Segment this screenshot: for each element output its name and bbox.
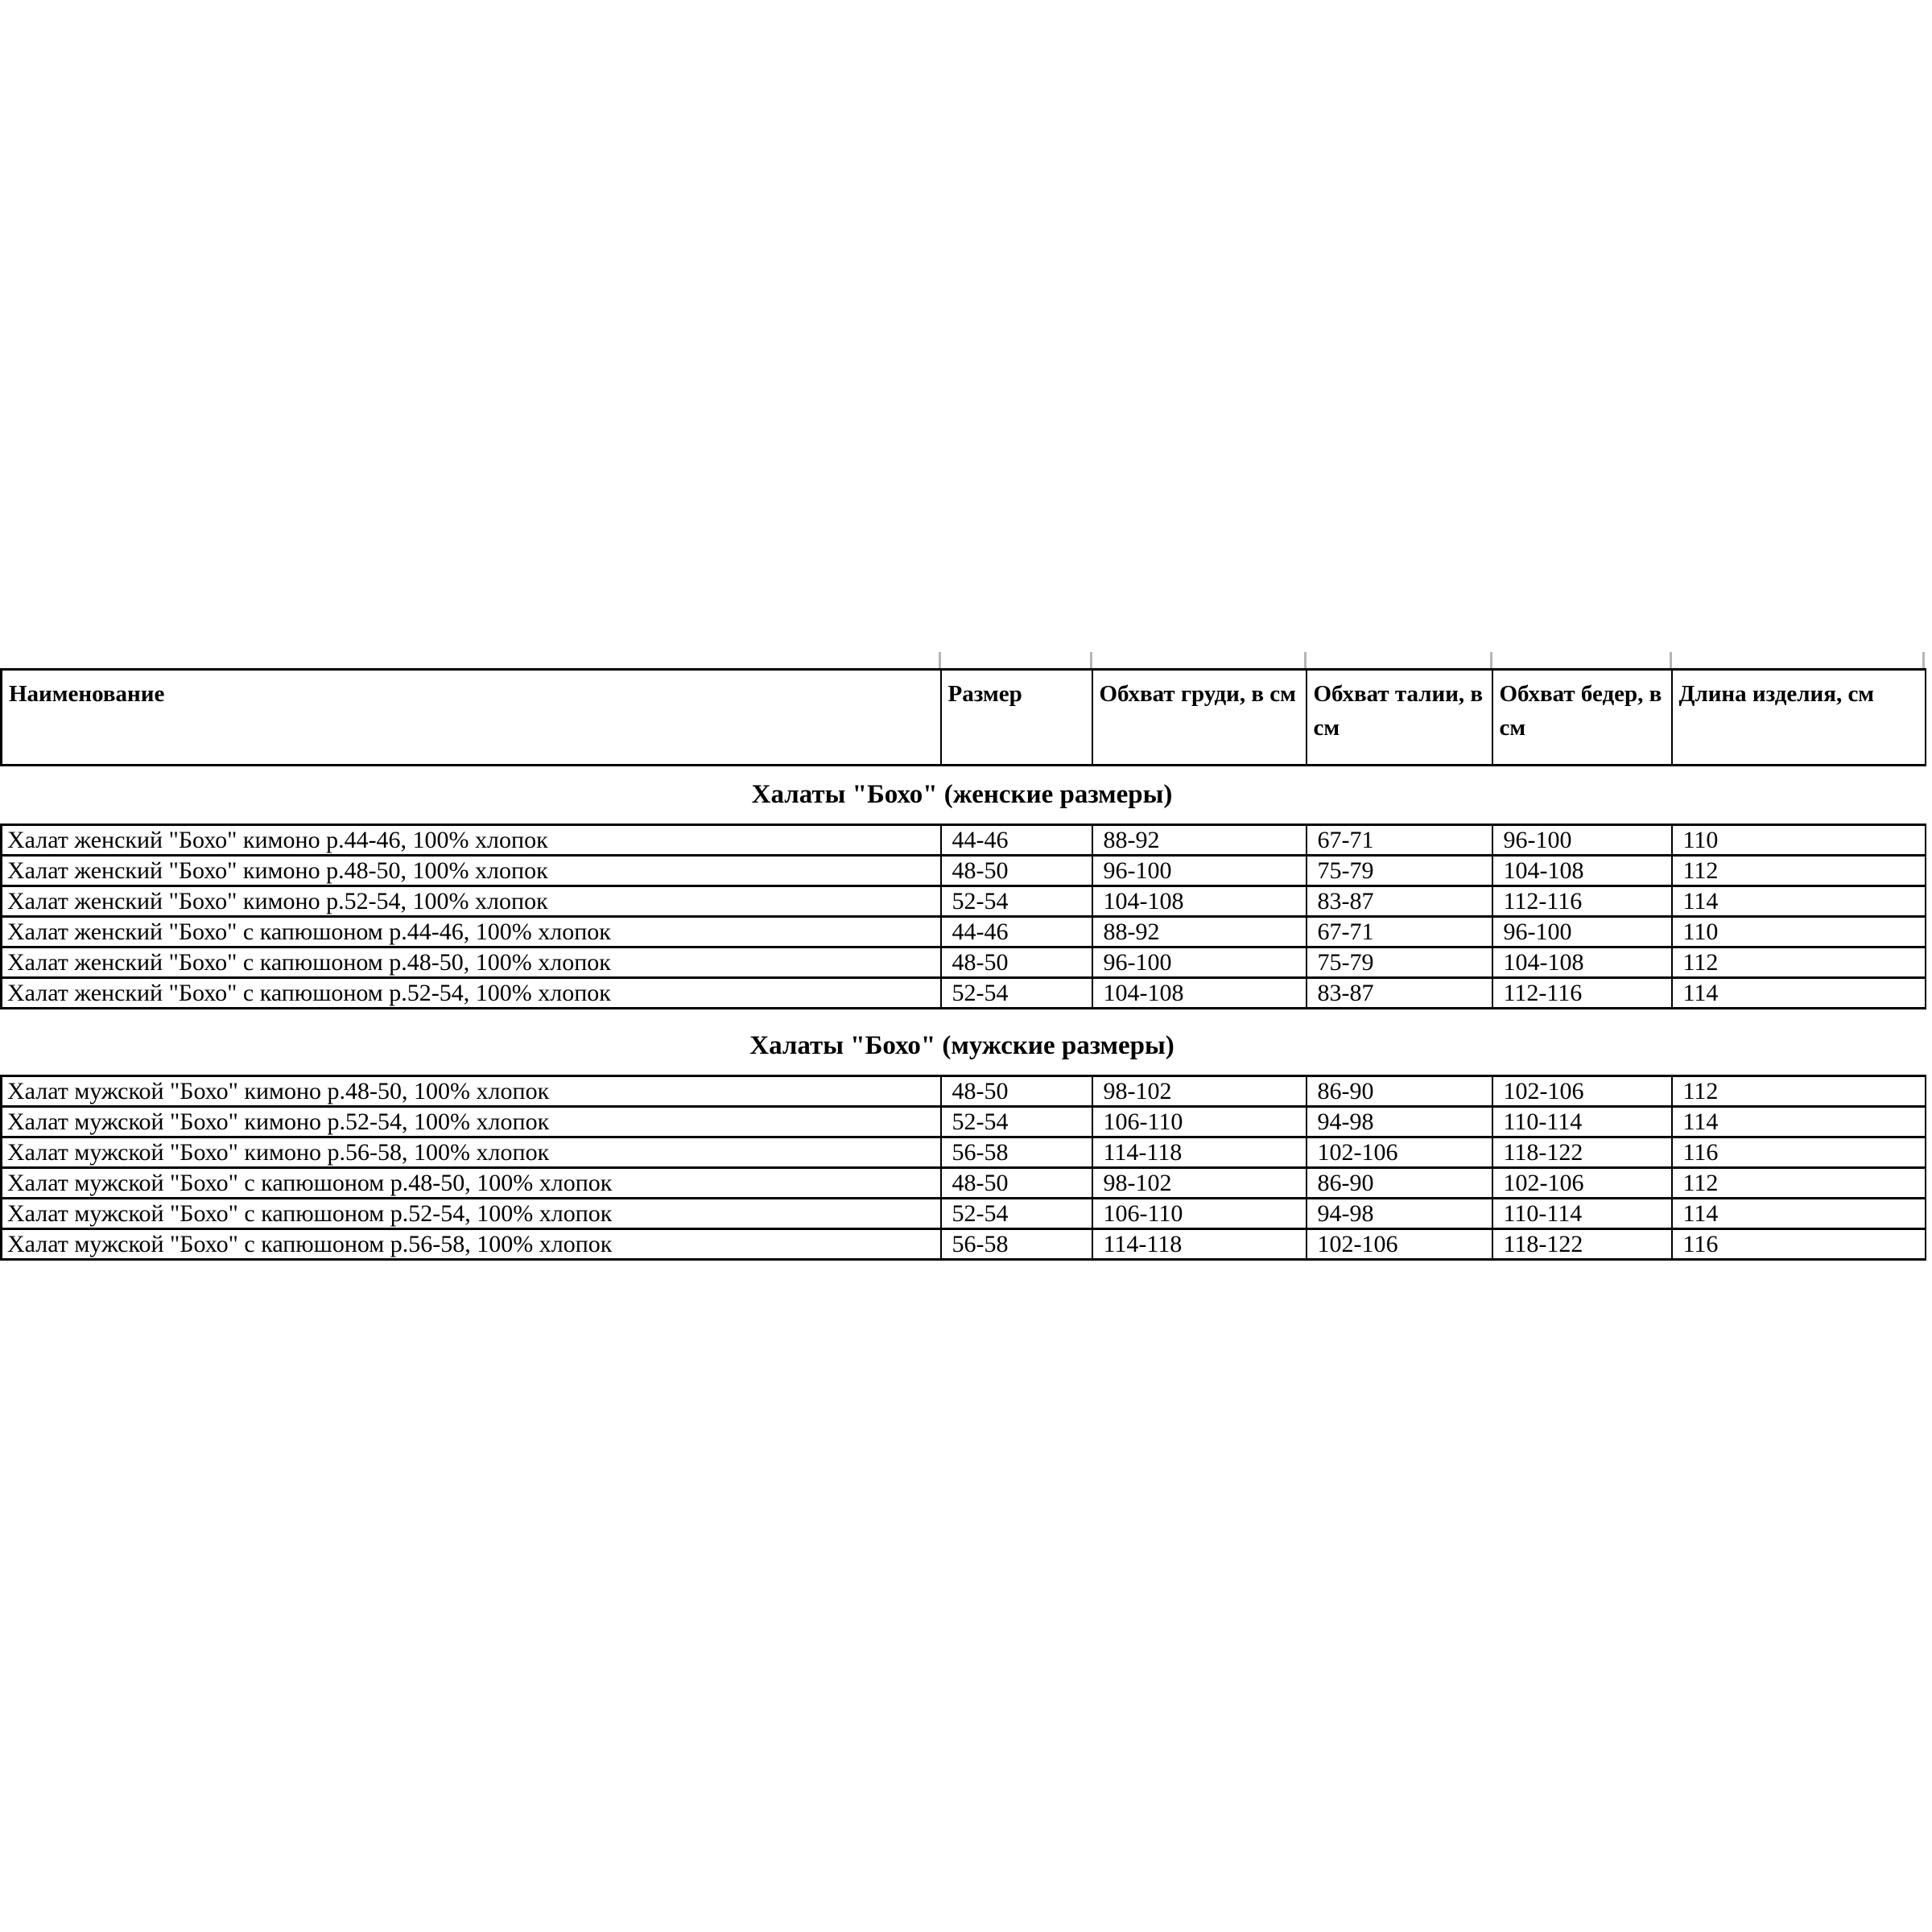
cell-size: 48-50 — [941, 1076, 1092, 1107]
column-tick — [1670, 652, 1672, 668]
cell-chest: 88-92 — [1092, 825, 1307, 856]
cell-waist: 102-106 — [1307, 1229, 1492, 1260]
men-sizes-table — [0, 1075, 1926, 1261]
cell-chest: 114-118 — [1092, 1137, 1307, 1168]
cell-waist: 83-87 — [1307, 978, 1492, 1009]
cell-product-name: Халат женский "Бохо" кимоно р.44-46, 100% хлопок — [2, 825, 941, 856]
section-title-men: Халаты "Бохо" (мужские размеры) — [749, 1031, 1174, 1060]
cell-hips: 102-106 — [1492, 1076, 1672, 1107]
cell-length: 114 — [1672, 886, 1926, 917]
table-row — [2, 825, 1926, 856]
cell-chest: 106-110 — [1092, 1199, 1307, 1229]
cell-size: 52-54 — [941, 978, 1092, 1009]
cell-size: 48-50 — [941, 856, 1092, 886]
column-header-razmer: Размер — [941, 670, 1092, 766]
table-row — [2, 978, 1926, 1009]
cell-hips: 102-106 — [1492, 1168, 1672, 1199]
table-row — [2, 1076, 1926, 1107]
cell-product-name: Халат мужской "Бохо" кимоно р.56-58, 100% хлопок — [2, 1137, 941, 1168]
column-tick — [1304, 652, 1307, 668]
cell-chest: 98-102 — [1092, 1168, 1307, 1199]
table-row — [2, 1107, 1926, 1137]
cell-length: 112 — [1672, 1076, 1926, 1107]
cell-size: 48-50 — [941, 947, 1092, 978]
header-row — [2, 670, 1926, 766]
cell-length: 112 — [1672, 1168, 1926, 1199]
cell-chest: 104-108 — [1092, 886, 1307, 917]
cell-product-name: Халат мужской "Бохо" кимоно р.52-54, 100% хлопок — [2, 1107, 941, 1137]
column-tick — [1922, 652, 1925, 668]
cell-length: 116 — [1672, 1229, 1926, 1260]
cell-size: 44-46 — [941, 917, 1092, 947]
column-tick — [1490, 652, 1492, 668]
cell-hips: 118-122 — [1492, 1229, 1672, 1260]
cell-length: 114 — [1672, 1107, 1926, 1137]
cell-hips: 96-100 — [1492, 825, 1672, 856]
cell-product-name: Халат мужской "Бохо" кимоно р.48-50, 100% хлопок — [2, 1076, 941, 1107]
cell-product-name: Халат женский "Бохо" с капюшоном р.44-46, 100% хлопок — [2, 917, 941, 947]
cell-chest: 114-118 — [1092, 1229, 1307, 1260]
cell-product-name: Халат мужской "Бохо" с капюшоном р.52-54, 100% хлопок — [2, 1199, 941, 1229]
table-row — [2, 947, 1926, 978]
table-row — [2, 1229, 1926, 1260]
column-header-obhvat-grudi: Обхват груди, в см — [1092, 670, 1307, 766]
cell-hips: 104-108 — [1492, 856, 1672, 886]
cell-chest: 98-102 — [1092, 1076, 1307, 1107]
table-row — [2, 856, 1926, 886]
cell-product-name: Халат женский "Бохо" с капюшоном р.48-50, 100% хлопок — [2, 947, 941, 978]
cell-hips: 104-108 — [1492, 947, 1672, 978]
cell-chest: 96-100 — [1092, 856, 1307, 886]
cell-chest: 88-92 — [1092, 917, 1307, 947]
column-header-naimenovanie: Наименование — [2, 670, 941, 766]
cell-product-name: Халат женский "Бохо" с капюшоном р.52-54, 100% хлопок — [2, 978, 941, 1009]
cell-waist: 86-90 — [1307, 1168, 1492, 1199]
cell-size: 44-46 — [941, 825, 1092, 856]
cell-size: 48-50 — [941, 1168, 1092, 1199]
cell-hips: 96-100 — [1492, 917, 1672, 947]
cell-hips: 112-116 — [1492, 978, 1672, 1009]
cell-hips: 112-116 — [1492, 886, 1672, 917]
cell-waist: 86-90 — [1307, 1076, 1492, 1107]
cell-product-name: Халат женский "Бохо" кимоно р.48-50, 100% хлопок — [2, 856, 941, 886]
table-row — [2, 886, 1926, 917]
cell-waist: 75-79 — [1307, 947, 1492, 978]
table-row — [2, 917, 1926, 947]
column-header-obhvat-beder: Обхват бедер, в см — [1492, 670, 1672, 766]
cell-product-name: Халат мужской "Бохо" с капюшоном р.48-50, 100% хлопок — [2, 1168, 941, 1199]
cell-length: 114 — [1672, 1199, 1926, 1229]
cell-size: 52-54 — [941, 1199, 1092, 1229]
cell-product-name: Халат мужской "Бохо" с капюшоном р.56-58, 100% хлопок — [2, 1229, 941, 1260]
cell-waist: 67-71 — [1307, 825, 1492, 856]
cell-waist: 94-98 — [1307, 1107, 1492, 1137]
cell-length: 112 — [1672, 947, 1926, 978]
cell-hips: 110-114 — [1492, 1107, 1672, 1137]
size-table-header — [0, 668, 1926, 766]
cell-waist: 67-71 — [1307, 917, 1492, 947]
cell-length: 116 — [1672, 1137, 1926, 1168]
cell-waist: 75-79 — [1307, 856, 1492, 886]
column-tick — [939, 652, 941, 668]
cell-length: 112 — [1672, 856, 1926, 886]
table-row — [2, 1137, 1926, 1168]
section-title-women: Халаты "Бохо" (женские размеры) — [751, 779, 1173, 809]
cell-size: 56-58 — [941, 1229, 1092, 1260]
column-header-dlina-izdeliya: Длина изделия, см — [1672, 670, 1926, 766]
cell-product-name: Халат женский "Бохо" кимоно р.52-54, 100% хлопок — [2, 886, 941, 917]
cell-length: 110 — [1672, 917, 1926, 947]
cell-size: 56-58 — [941, 1137, 1092, 1168]
column-tick — [1090, 652, 1092, 668]
table-row — [2, 1168, 1926, 1199]
cell-chest: 104-108 — [1092, 978, 1307, 1009]
cell-waist: 94-98 — [1307, 1199, 1492, 1229]
cell-hips: 118-122 — [1492, 1137, 1672, 1168]
cell-hips: 110-114 — [1492, 1199, 1672, 1229]
cell-size: 52-54 — [941, 1107, 1092, 1137]
cell-chest: 106-110 — [1092, 1107, 1307, 1137]
table-row — [2, 1199, 1926, 1229]
cell-waist: 102-106 — [1307, 1137, 1492, 1168]
cell-length: 114 — [1672, 978, 1926, 1009]
column-header-obhvat-talii: Обхват талии, в см — [1307, 670, 1492, 766]
column-gridline-ticks — [0, 652, 1926, 668]
cell-chest: 96-100 — [1092, 947, 1307, 978]
cell-waist: 83-87 — [1307, 886, 1492, 917]
cell-size: 52-54 — [941, 886, 1092, 917]
cell-length: 110 — [1672, 825, 1926, 856]
women-sizes-table — [0, 824, 1926, 1009]
